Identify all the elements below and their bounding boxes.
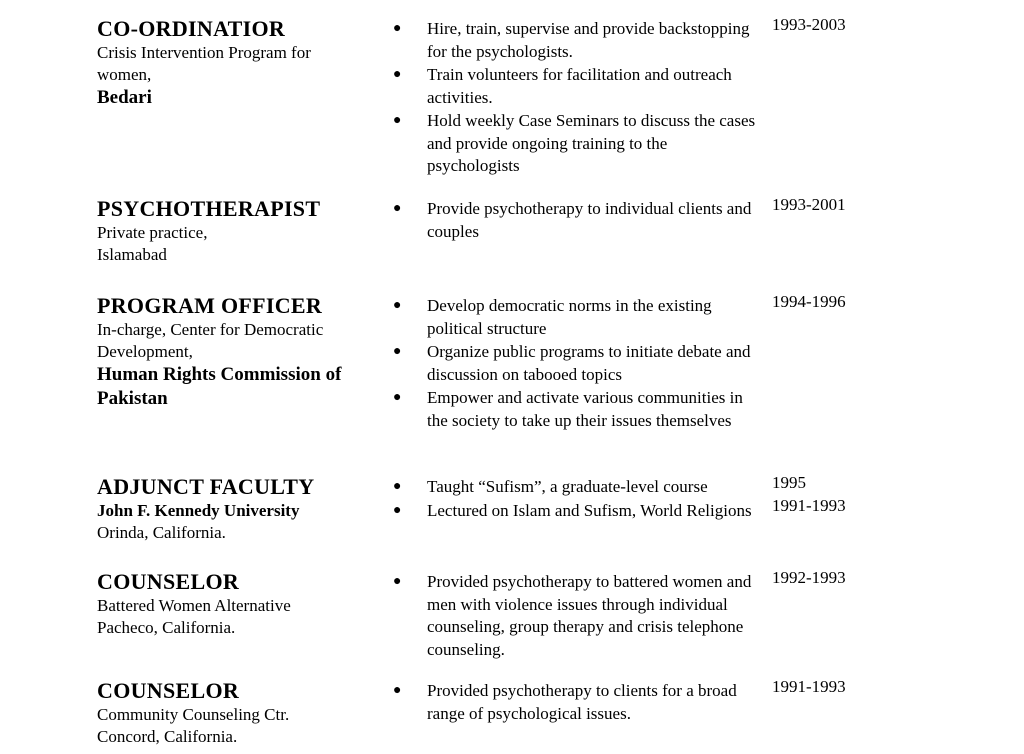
bullet-dot-icon: ● (393, 67, 402, 82)
bullet-item (390, 295, 760, 340)
position-info (97, 16, 382, 110)
bullet-dot-icon: ● (393, 201, 402, 216)
bullet-dot-icon: ● (393, 298, 402, 313)
bullet-dot-icon: ● (393, 390, 402, 405)
date-text: 1993-2003 (772, 15, 846, 34)
organization-detail: women, (97, 65, 152, 84)
bullet-text: Taught “Sufism”, a graduate-level course (427, 477, 708, 496)
organization-detail: Private practice, (97, 223, 208, 242)
bullet-text: Empower and activate various communities in the society to take up their issues themselves (427, 388, 743, 430)
bullet-item (390, 571, 760, 661)
bullet-text: Hire, train, supervise and provide backstopping for the psychologists. (427, 19, 750, 61)
bullet-dot-icon: ● (393, 21, 402, 36)
date-range (772, 194, 892, 217)
position-info (97, 474, 382, 544)
bullet-list (390, 571, 760, 661)
date-text: 1991-1993 (772, 677, 846, 696)
organization-name: Bedari (97, 87, 152, 108)
responsibilities (390, 476, 760, 523)
bullet-list (390, 476, 760, 522)
bullet-dot-icon: ● (393, 683, 402, 698)
bullet-item (390, 341, 760, 386)
organization-detail: Pacheco, California. (97, 618, 236, 637)
job-title: COUNSELOR (97, 678, 240, 703)
bullet-text: Provided psychotherapy to clients for a broad range of psychological issues. (427, 681, 737, 723)
date-range (772, 676, 892, 699)
bullet-text: Hold weekly Case Seminars to discuss the cases and provide ongoing training to the psychologists (427, 111, 756, 175)
bullet-dot-icon: ● (393, 502, 402, 518)
date-text: 1995 (772, 473, 806, 492)
organization-detail: Battered Women Alternative (97, 596, 291, 615)
job-title: PSYCHOTHERAPIST (97, 196, 321, 221)
organization-detail: Crisis Intervention Program for (97, 43, 311, 62)
organization-detail: Concord, California. (97, 727, 238, 746)
bullet-list (390, 198, 760, 243)
date-range (772, 472, 892, 517)
position-info (97, 678, 382, 748)
date-text: 1992-1993 (772, 568, 846, 587)
bullet-item (390, 110, 760, 178)
responsibilities (390, 198, 760, 244)
bullet-list (390, 680, 760, 725)
date-text: 1991-1993 (772, 495, 846, 515)
bullet-item (390, 18, 760, 63)
bullet-dot-icon: ● (393, 479, 402, 494)
position-info (97, 293, 382, 411)
organization-detail: In-charge, Center for Democratic (97, 320, 324, 339)
date-range (772, 14, 892, 37)
bullet-item (390, 64, 760, 109)
bullet-text: Organize public programs to initiate debate and discussion on tabooed topics (427, 342, 751, 384)
responsibilities (390, 295, 760, 433)
bullet-text: Provide psychotherapy to individual clients and couples (427, 199, 752, 241)
organization-name: John F. Kennedy University (97, 501, 300, 520)
bullet-item (390, 680, 760, 725)
organization-name: Human Rights Commission of Pakistan (97, 364, 342, 409)
bullet-dot-icon: ● (393, 574, 402, 589)
organization-detail: Community Counseling Ctr. (97, 705, 290, 724)
bullet-item (390, 500, 760, 523)
position-info (97, 196, 382, 266)
bullet-text: Train volunteers for facilitation and outreach activities. (427, 65, 732, 107)
bullet-item (390, 476, 760, 499)
date-range (772, 567, 892, 590)
bullet-list (390, 18, 760, 178)
bullet-text: Lectured on Islam and Sufism, World Religions (427, 500, 752, 520)
bullet-text: Develop democratic norms in the existing political structure (427, 296, 712, 338)
organization-detail: Development, (97, 342, 193, 361)
bullet-item (390, 387, 760, 432)
date-text: 1994-1996 (772, 292, 846, 311)
organization-detail: Orinda, California. (97, 523, 226, 542)
position-info (97, 569, 382, 639)
responsibilities (390, 18, 760, 179)
job-title: COUNSELOR (97, 569, 240, 594)
bullet-text: Provided psychotherapy to battered women and men with violence issues through individual counseling, group therapy and crisis telephone counseling. (427, 572, 752, 659)
organization-detail: Islamabad (97, 245, 167, 264)
bullet-list (390, 295, 760, 432)
job-title: PROGRAM OFFICER (97, 293, 323, 318)
bullet-dot-icon: ● (393, 113, 402, 128)
job-title: ADJUNCT FACULTY (97, 474, 315, 499)
date-text: 1993-2001 (772, 195, 846, 214)
date-range (772, 291, 892, 314)
bullet-item (390, 198, 760, 243)
responsibilities (390, 680, 760, 726)
responsibilities (390, 571, 760, 662)
bullet-dot-icon: ● (393, 344, 402, 359)
job-title: CO-ORDINATIOR (97, 16, 286, 41)
